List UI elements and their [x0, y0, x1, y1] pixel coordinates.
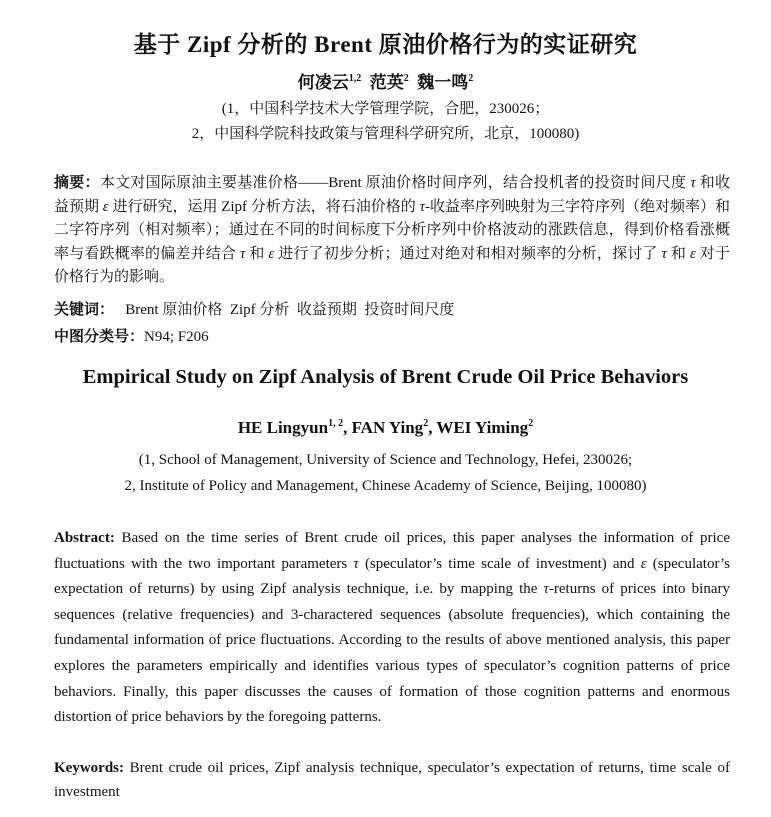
- affiliation-cn-2: 2，中国科学院科技政策与管理科学研究所，北京，100080): [191, 126, 580, 142]
- author-en-name: HE Lingyun: [237, 418, 329, 437]
- author-cn-name: 范英: [369, 73, 404, 92]
- author-en-name: FAN Ying: [351, 418, 424, 437]
- abstract-en-symbol: τ: [353, 555, 359, 572]
- authors-en: HE Lingyun$^{1, 2}$, FAN Ying$^2$, WEI Yiming$^2$: [237, 418, 534, 437]
- affiliation-cn-1: (1，中国科学技术大学管理学院，合肥，230026；: [221, 101, 550, 117]
- classification-number: [54, 325, 730, 346]
- author-en-affiliation-mark: 2: [423, 418, 429, 429]
- title-en: Empirical Study on Zipf Analysis of Brent Crude Oil Price Behaviors: [82, 366, 689, 388]
- author-cn-name: 魏一鸣: [417, 73, 469, 92]
- abstract-cn-symbol: τ: [240, 245, 246, 262]
- abstract-cn-symbol: ε: [102, 198, 109, 215]
- affiliation-en-2: 2, Institute of Policy and Management, Chinese Academy of Science, Beijing, 100080): [124, 478, 647, 494]
- abstract-en: [54, 526, 730, 731]
- abstract-cn-symbol: ε: [689, 245, 696, 262]
- keywords-cn-label: 关键词：: [54, 302, 115, 318]
- abstract-cn-text: 进行研究，运用 Zipf 分析方法，将石油价格的: [108, 198, 420, 215]
- abstract-en-label: Abstract:: [54, 530, 115, 546]
- keywords-cn-text: Brent 原油价格 Zipf 分析 收益预期 投资时间尺度: [125, 302, 455, 318]
- abstract-cn-text: 对于价格行为的影响。: [54, 245, 730, 285]
- title-cn: 基于 Zipf 分析的 Brent 原油价格行为的实证研究: [133, 32, 638, 57]
- abstract-cn-symbol: τ: [661, 245, 667, 262]
- abstract-cn-text: -收益率序列映射为三字符序列（绝对频率）和二字符序列（相对频率）；通过在不同的时间标度下分析序列中价格波动的涨跌信息，得到价格看涨概率与看跌概率的偏差并结合: [54, 198, 730, 262]
- abstract-cn-text: 和: [666, 245, 690, 262]
- abstract-cn-label: 摘要：: [54, 175, 100, 191]
- abstract-cn-text: 和收益预期: [54, 175, 730, 215]
- abstract-en-text: -returns of prices into binary sequences (relative frequencies) and 3-charactered sequences (absolute frequencies), which containing the fundamental information of price fluctuations. According to the results of above mentioned analysis, this paper explores the parameters empirically and identifies various types of speculator’s cognition patterns of price behaviors. Finally, this paper discusses the causes of formation of those cognition patterns and enormous distortion of price behaviors by the foregoing patterns.: [54, 581, 730, 726]
- abstract-cn-symbol: ε: [268, 245, 275, 262]
- abstract-cn-body: [54, 175, 730, 285]
- keywords-en-label: Keywords:: [54, 760, 124, 776]
- affiliation-en-1: (1, School of Management, University of Science and Technology, Hefei, 230026;: [138, 452, 633, 468]
- abstract-en-text: Based on the time series of Brent crude oil prices, this paper analyses the information of price fluctuations with the two important parameters: [54, 530, 730, 572]
- classification-label: 中图分类号：: [54, 329, 145, 345]
- classification-text: N94; F206: [144, 329, 209, 345]
- author-cn-affiliation-mark: 2: [403, 73, 409, 84]
- keywords-cn: [54, 298, 730, 319]
- keywords-en-text: Brent crude oil prices, Zipf analysis technique, speculator’s expectation of returns, time scale of investment: [54, 760, 730, 800]
- abstract-en-text: (speculator’s time scale of investment) and: [358, 555, 641, 572]
- abstract-cn-symbol: τ: [690, 175, 696, 191]
- abstract-en-text: (speculator’s expectation of returns) by using Zipf analysis technique, i.e. by mapping the: [54, 555, 730, 598]
- abstract-cn: [54, 172, 730, 290]
- author-en-name: WEI Yiming: [436, 418, 529, 437]
- abstract-en-symbol: τ: [543, 581, 549, 598]
- abstract-cn-text: 进行了初步分析；通过对绝对和相对频率的分析，探讨了: [274, 245, 662, 262]
- keywords-en: [54, 756, 730, 804]
- abstract-cn-text: 本文对国际原油主要基准价格——Brent 原油价格时间序列，结合投机者的投资时间尺度: [99, 175, 691, 191]
- abstract-cn-symbol: τ: [419, 198, 425, 215]
- author-en-affiliation-mark: 1, 2: [328, 418, 344, 429]
- abstract-en-body: [54, 530, 730, 725]
- abstract-cn-text: 和: [245, 245, 269, 262]
- abstract-en-symbol: ε: [640, 555, 647, 572]
- author-cn-affiliation-mark: 2: [468, 73, 474, 84]
- author-cn-name: 何凌云: [297, 73, 349, 92]
- authors-cn: [0, 68, 771, 93]
- author-cn-affiliation-mark: 1,2: [348, 73, 362, 84]
- author-en-affiliation-mark: 2: [528, 418, 534, 429]
